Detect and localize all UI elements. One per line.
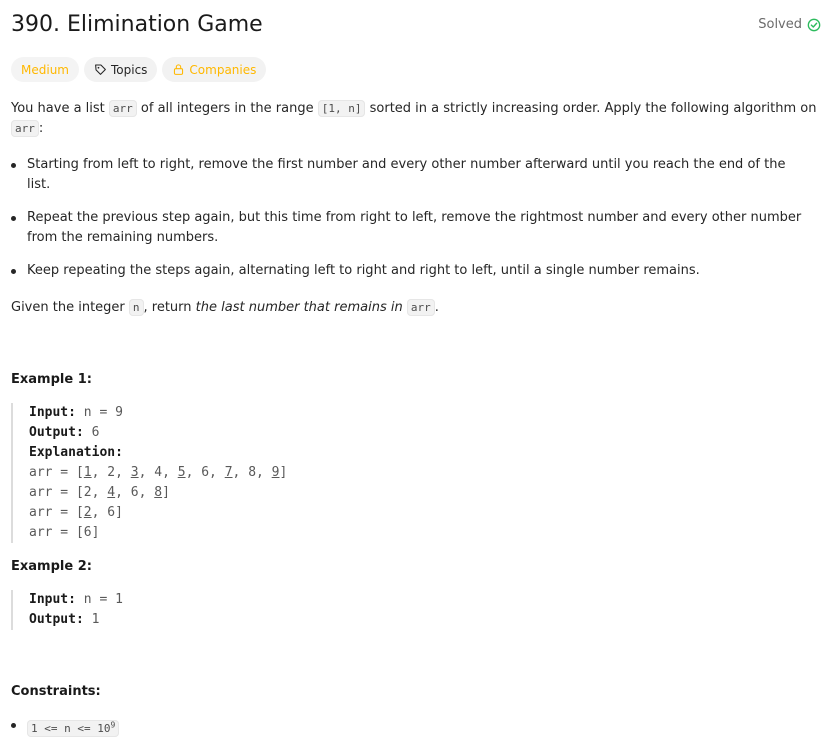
check-circle-icon (807, 18, 821, 32)
example-output: Output: 1 (29, 612, 100, 627)
inline-code: arr (407, 299, 435, 316)
solved-label: Solved (758, 17, 802, 32)
difficulty-label: Medium (21, 62, 69, 77)
topics-label: Topics (110, 62, 148, 77)
problem-content (11, 99, 826, 739)
companies-label: Companies (189, 62, 257, 77)
example-output: Output: 6 (29, 425, 100, 440)
lock-icon (172, 63, 185, 76)
explanation-line: arr = [6] (29, 525, 100, 540)
intro-paragraph: You have a list arr of all integers in the range [1, n] sorted in a strictly increasing order. Apply the following algorithm on arr : (11, 101, 817, 136)
explanation-line: arr = [2, 4, 6, 8] (29, 485, 170, 500)
algorithm-steps (11, 155, 826, 281)
example-explanation-label: Explanation: (29, 445, 123, 460)
constraint-item (11, 715, 807, 739)
companies-button[interactable] (162, 57, 266, 82)
step-item: Starting from left to right, remove the first number and every other number afterward until you reach the end of the list. (11, 155, 807, 195)
emphasis-text: the last number that remains in (195, 300, 407, 315)
problem-title[interactable]: 390. Elimination Game (11, 12, 263, 37)
example-input: Input: n = 9 (29, 405, 123, 420)
tag-icon (94, 63, 107, 76)
example-1-block (11, 403, 826, 543)
task-paragraph: Given the integer n , return the last number that remains in arr . (11, 300, 439, 315)
example-2-block (11, 590, 826, 630)
constraints-list (11, 715, 826, 739)
difficulty-badge[interactable] (11, 57, 79, 82)
inline-code: n (129, 299, 144, 316)
inline-code: arr (11, 120, 39, 137)
inline-code: arr (109, 100, 137, 117)
step-item: Repeat the previous step again, but this time from right to left, remove the rightmost number and every other number from the remaining numbers. (11, 208, 807, 248)
inline-code: [1, n] (318, 100, 366, 117)
example-1-title: Example 1: (11, 372, 92, 387)
constraints-title: Constraints: (11, 684, 101, 699)
example-2-title: Example 2: (11, 559, 92, 574)
tag-bar (11, 57, 266, 82)
example-input: Input: n = 1 (29, 592, 123, 607)
explanation-line: arr = [2, 6] (29, 505, 123, 520)
topics-button[interactable] (84, 57, 157, 82)
constraint-code: $1 <= n <= 10^9$ (27, 720, 119, 737)
explanation-line: arr = [1, 2, 3, 4, 5, 6, 7, 8, 9] (29, 465, 288, 480)
step-item: Keep repeating the steps again, alternating left to right and right to left, until a single number remains. (11, 261, 807, 281)
solved-status (758, 17, 821, 32)
